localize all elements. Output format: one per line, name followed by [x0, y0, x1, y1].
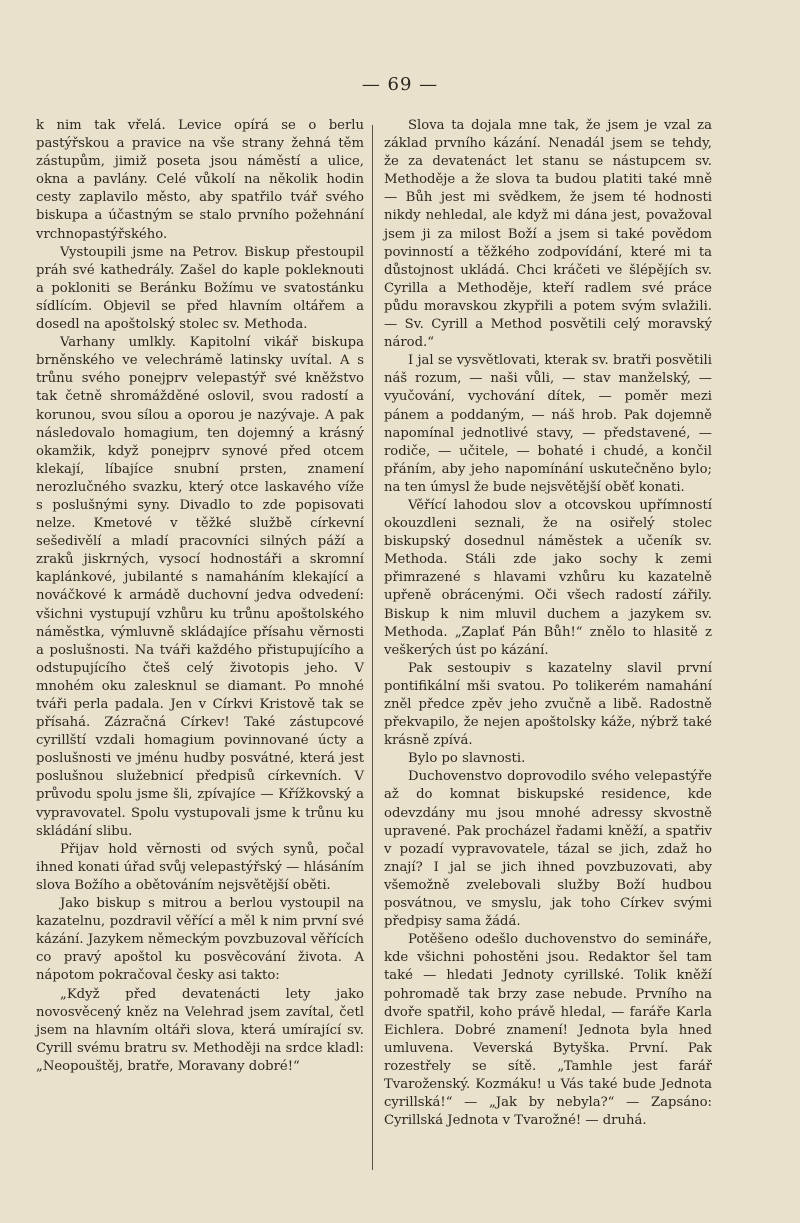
- paragraph: Pak sestoupiv s kazatelny slavil první pontifikální mši svatou. Po tolikerém namahání zněl předce zpěv jeho zvučně a libě. Radostně překvapilo, že nejen apoštolsky káže, nýbrž také krásně zpívá.: [384, 660, 712, 749]
- paragraph: Varhany umlkly. Kapitolní vikář biskupa brněnského ve velechrámě latinsky uvítal. A s trůnu svého ponejprv velepastýř své kněžstvo tak četně shromážděné oslovil, svou radostí a korunou, svou sílou a oporou je nazývaje. A pak následovalo homagium, ten dojemný a krásný okamžik, když ponejprv synové před otcem klekají, líbajíce snubní prsten, znamení nerozlučného svazku, který otce laskavého víže s poslušnými syny. Divadlo to zde popisovati nelze. Kmetové v těžké službě církevní sešedivělí a mladí pracovníci silných páží a zraků jiskrných, vysocí hodnostáři a skromní kaplánkové, jubilanté s namaháním klekající a nováčkové k armádě duchovní jedva odvedení: všichni vystupují vzhůru ku trůnu apoštolského náměstka, výmluvně skládajíce přísahu věrnosti a poslušnosti. Na tváři každého přistupujícího a odstupujícího čteš celý životopis jeho. V mnohém oku zalesknul se diamant. Po mnohé tváři perla padala. Jen v Církvi Kristově tak se přísahá. Zázračná Církev! Také zástupcové cyrillští vzdali homagium povinnované úcty a poslušnosti ve jménu hudby posvátné, která jest poslušnou služebnicí předpisů církevních. V průvodu spolu jsme šli, zpívajíce — Křížkovský a vypravovatel. Spolu vystupovali jsme k trůnu ku skládání slibu.: [36, 335, 364, 839]
- paragraph: „Když před devatenácti lety jako novosvěcený kněz na Velehrad jsem zavítal, četl jsem na hlavním oltáři slova, která umírající sv. Cyrill svému bratru sv. Methoději na srdce kladl: „Neopouštěj, bratře, Moravany dobré!“: [36, 986, 364, 1074]
- paragraph: Potěšeno odešlo duchovenstvo do semináře, kde všichni pohostěni jsou. Redaktor šel tam také — hledati Jednoty cyrillské. Tolik kněží pohromadě tak brzy zase nebude. Prvního na dvoře spatřil, koho právě hledal, — faráře Karla Eichlera. Dobré znamení! Jednota byla hned umluvena. Veverská Bytyška. První. Pak rozestřely se sítě. „Tamhle jest farář Tvaroženský. Kozmáku! u Vás také bude Jednota cyrillská!“ — „Jak by nebyla?“ — Zapsáno: Cyrillská Jednota v Tvarožné! — druhá.: [384, 932, 712, 1129]
- paragraph: Přijav hold věrnosti od svých synů, počal ihned konati úřad svůj velepastýřský — hlásáním slova Božího a obětováním nejsvětější oběti.: [36, 841, 364, 893]
- paragraph: Duchovenstvo doprovodilo svého velepastýře až do komnat biskupské residence, kde odevzdány mu jsou mnohé adressy skvostně upravené. Pak procházel řadami kněží, a spatřiv v pozadí vypravovatele, tázal se jich, zdaž ho znají? I jal se jich ihned povzbuzovati, aby všemožně zvelebovali služby Boží hudbou posvátnou, ve smyslu, jak toho Církev svými předpisy sama žádá.: [384, 769, 712, 930]
- paragraph: Jako biskup s mitrou a berlou vystoupil na kazatelnu, pozdravil věřící a měl k nim první své kázání. Jazykem německým povzbuzoval věřících co pravý apoštol ku posvěcování života. A nápotom pokračoval česky asi takto:: [36, 896, 364, 984]
- paragraph: I jal se vysvětlovati, kterak sv. bratři posvětili náš rozum, — naši vůli, — stav manželský, — vyučování, vychování dítek, — poměr mezi pánem a poddaným, — náš hrob. Pak dojemně napomínal jednotlivé stavy, — představené, — rodiče, — učitele, — bohaté i chudé, a končil přáním, aby jeho napomínání uskutečněno bylo; na ten úmysl že bude nejsvětější oběť konati.: [384, 353, 712, 495]
- paragraph: Slova ta dojala mne tak, že jsem je vzal za základ prvního kázání. Nenadál jsem se tehdy, že za devatenáct let stanu se nástupcem sv. Methoděje a že slova ta budou platiti také mně — Bůh jest mi svědkem, že jsem té hodnosti nikdy nehledal, ale když mi dána jest, považoval jsem ji za milost Boží a jsem si také povědom povinností a těžkého zodpovídání, které mi ta důstojnost ukládá. Chci kráčeti ve šlépějích sv. Cyrilla a Methoděje, kteří radlem své práce půdu moravskou zkypřili a potem svým svlažili. — Sv. Cyrill a Method posvětili celý moravský národ.“: [384, 118, 712, 351]
- column-divider: [372, 125, 373, 1170]
- left-column: [36, 117, 364, 1076]
- paragraph: Věřící lahodou slov a otcovskou upřímností okouzdleni seznali, že na osiřelý stolec biskupský dosednul náměstek a učeník sv. Methoda. Stáli zde jako sochy k zemi přimrazené s hlavami vzhůru ku kazatelně upřeně obrácenými. Oči všech radostí zářily. Biskup k nim mluvil duchem a jazykem sv. Methoda. „Zaplať Pán Bůh!“ znělo to hlasitě z veškerých úst po kázání.: [384, 497, 712, 658]
- paragraph: Vystoupili jsme na Petrov. Biskup přestoupil práh své kathedrály. Zašel do kaple pokleknouti a pokloniti se Beránku Božímu ve svatostánku sídlícím. Objevil se před hlavním oltářem a dosedl na apoštolský stolec sv. Methoda.: [36, 244, 364, 333]
- paragraph: k nim tak vřelá. Levice opírá se o berlu pastýřskou a pravice na vše strany žehná těm zástupům, jimiž poseta jsou náměstí a ulice, okna a pavlány. Celé vůkolí na několik hodin cesty zaplavilo město, aby spatřilo tvář svého biskupa a účastným se stalo prvního požehnání vrchnopastýřského.: [36, 118, 364, 242]
- paragraph: Bylo po slavnosti.: [408, 751, 526, 767]
- right-column: [384, 117, 712, 1130]
- page-number: — 69 —: [361, 74, 439, 95]
